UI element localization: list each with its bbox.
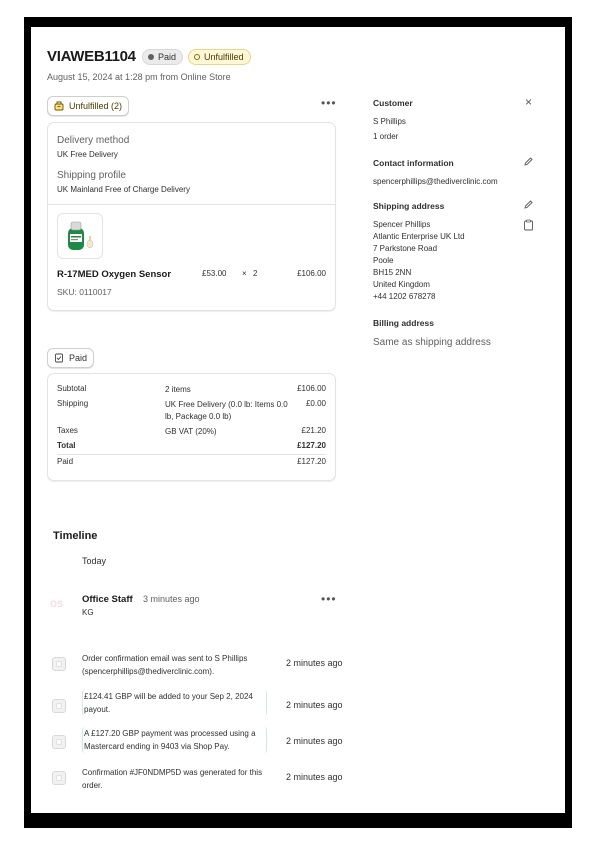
summary-label: Taxes bbox=[57, 426, 78, 435]
billing-address-heading: Billing address bbox=[373, 318, 434, 328]
timeline-event-text: Order confirmation email was sent to S Phillips (spencerphillips@thediverclinic.com). bbox=[82, 654, 248, 676]
event-bullet-icon bbox=[52, 771, 66, 785]
timeline-event-text[interactable]: £124.41 GBP will be added to your Sep 2, 2024 payout. bbox=[82, 690, 267, 716]
unfulfilled-ring-icon bbox=[194, 54, 200, 60]
summary-amount: £21.20 bbox=[301, 426, 326, 435]
payment-status-badge bbox=[142, 49, 183, 65]
quantity: 2 bbox=[253, 269, 258, 278]
address-line: BH15 2NN bbox=[373, 268, 412, 277]
address-line: Spencer Phillips bbox=[373, 220, 431, 229]
summary-row-subtotal bbox=[57, 384, 326, 393]
timeline-event-time[interactable]: 2 minutes ago bbox=[286, 772, 343, 782]
shipping-profile-value: UK Mainland Free of Charge Delivery bbox=[57, 185, 190, 194]
timeline-day: Today bbox=[82, 556, 107, 566]
customer-name[interactable]: S Phillips bbox=[373, 117, 406, 126]
copy-address-icon[interactable] bbox=[523, 219, 534, 231]
event-bullet-icon bbox=[52, 735, 66, 749]
paid-chip[interactable] bbox=[47, 348, 94, 368]
paid-dot-icon bbox=[148, 54, 154, 60]
order-subtitle: August 15, 2024 at 1:28 pm from Online Store bbox=[47, 72, 231, 82]
summary-label: Shipping bbox=[57, 399, 89, 408]
payment-status-label: Paid bbox=[158, 52, 177, 62]
comment-text: KG bbox=[82, 608, 94, 617]
shipping-address-heading: Shipping address bbox=[373, 201, 445, 211]
summary-label: Total bbox=[57, 441, 76, 450]
shipping-profile-label: Shipping profile bbox=[57, 170, 126, 181]
fulfillment-card bbox=[47, 122, 336, 311]
payment-summary-card bbox=[47, 373, 336, 481]
summary-amount: £0.00 bbox=[305, 399, 326, 408]
order-page bbox=[31, 27, 565, 813]
timeline-event-text: Confirmation #JF0NDMP5D was generated for this order. bbox=[82, 768, 263, 790]
shipping-address-block bbox=[373, 219, 465, 303]
edit-contact-icon[interactable] bbox=[523, 156, 534, 167]
summary-row-taxes bbox=[57, 426, 326, 435]
times-sign: × bbox=[242, 269, 247, 278]
timeline-heading: Timeline bbox=[53, 530, 98, 542]
line-total: £106.00 bbox=[297, 269, 326, 278]
contact-heading: Contact information bbox=[373, 158, 454, 168]
fulfillment-status-badge bbox=[188, 49, 251, 65]
address-line: United Kingdom bbox=[373, 280, 430, 289]
fulfillment-status-label: Unfulfilled bbox=[204, 52, 244, 62]
customer-heading: Customer bbox=[373, 98, 413, 108]
unfulfilled-chip-label: Unfulfilled (2) bbox=[69, 101, 123, 111]
delivery-method-label: Delivery method bbox=[57, 135, 130, 146]
unfulfilled-chip[interactable] bbox=[47, 96, 129, 116]
staff-avatar: OS bbox=[50, 599, 64, 609]
delivery-method-value: UK Free Delivery bbox=[57, 150, 118, 159]
customer-order-count[interactable]: 1 order bbox=[373, 132, 399, 141]
summary-amount: £106.00 bbox=[297, 384, 326, 393]
close-icon[interactable]: × bbox=[525, 95, 533, 109]
summary-label: Subtotal bbox=[57, 384, 87, 393]
address-line: 7 Parkstone Road bbox=[373, 244, 438, 253]
summary-detail: 2 items bbox=[165, 385, 191, 394]
paid-chip-label: Paid bbox=[69, 353, 88, 363]
product-sku: SKU: 0110017 bbox=[57, 287, 112, 297]
customer-email[interactable]: spencerphillips@thediverclinic.com bbox=[373, 177, 498, 186]
fulfillment-divider bbox=[48, 204, 335, 205]
comment-time: 3 minutes ago bbox=[143, 594, 200, 604]
summary-divider bbox=[57, 454, 326, 455]
summary-row-shipping bbox=[57, 399, 326, 421]
timeline-event-time[interactable]: 2 minutes ago bbox=[286, 658, 343, 668]
event-bullet-icon bbox=[52, 657, 66, 671]
oxygen-sensor-image bbox=[58, 214, 102, 258]
package-icon bbox=[54, 101, 64, 111]
address-line: Poole bbox=[373, 256, 394, 265]
unit-price: £53.00 bbox=[202, 269, 227, 278]
comment-author: Office Staff bbox=[82, 594, 133, 605]
comment-more-button[interactable]: ••• bbox=[321, 592, 337, 606]
receipt-check-icon bbox=[54, 353, 64, 363]
billing-address-value: Same as shipping address bbox=[373, 337, 491, 348]
summary-amount: £127.20 bbox=[297, 457, 326, 466]
fulfillment-more-button[interactable]: ••• bbox=[321, 96, 337, 110]
summary-row-total bbox=[57, 441, 326, 450]
summary-row-paid bbox=[57, 457, 326, 466]
summary-amount: £127.20 bbox=[297, 441, 326, 450]
edit-shipping-icon[interactable] bbox=[523, 199, 534, 210]
timeline-event-text[interactable]: A £127.20 GBP payment was processed using a Mastercard ending in 9403 via Shop Pay. bbox=[82, 727, 267, 753]
timeline-event-time[interactable]: 2 minutes ago bbox=[286, 700, 343, 710]
address-phone[interactable]: +44 1202 678278 bbox=[373, 292, 436, 301]
timeline-event-time[interactable]: 2 minutes ago bbox=[286, 736, 343, 746]
order-number: VIAWEB1104 bbox=[47, 48, 136, 65]
summary-label: Paid bbox=[57, 457, 74, 466]
event-bullet-icon bbox=[52, 699, 66, 713]
product-thumbnail[interactable] bbox=[57, 213, 103, 259]
summary-detail: GB VAT (20%) bbox=[165, 427, 217, 436]
address-line: Atlantic Enterprise UK Ltd bbox=[373, 232, 465, 241]
product-name[interactable]: R-17MED Oxygen Sensor bbox=[57, 269, 172, 280]
summary-detail: UK Free Delivery (0.0 lb: Items 0.0 lb, Package 0.0 lb) bbox=[165, 400, 288, 421]
